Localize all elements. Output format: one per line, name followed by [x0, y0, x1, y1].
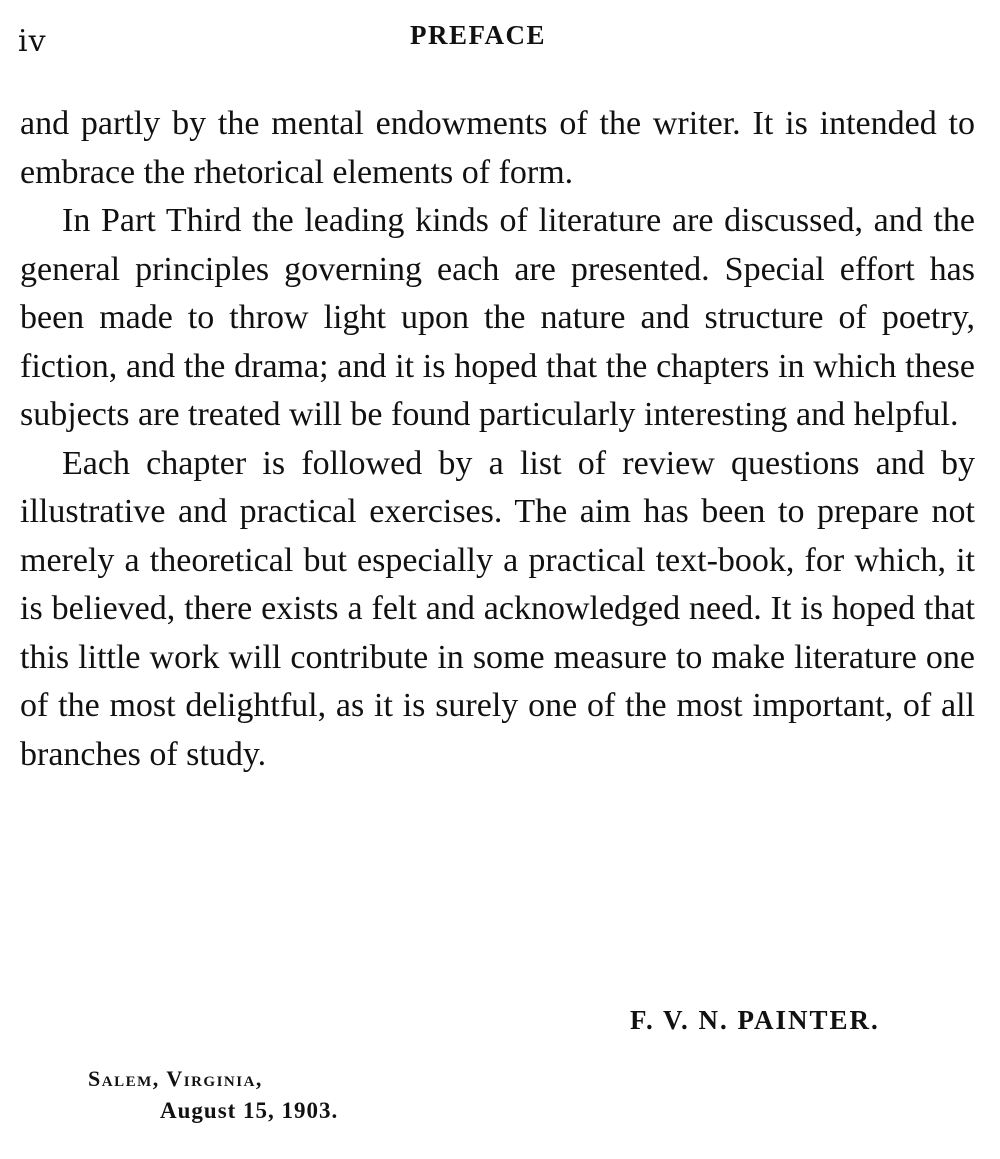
page-number: iv [18, 24, 47, 59]
paragraph-review-questions: Each chapter is followed by a list of review questions and by illustrative and practical exercises. The aim has been to prepare not merely a theoretical but especially a practical text-book, for which, it is believed, there exists a felt and acknowledged need. It is hoped that this little work will contribute in some measure to make literature one of the most delightful, as it is surely one of the most important, of all branches of study. [20, 444, 975, 773]
paragraph-continued: and partly by the mental endowments of the writer. It is intended to embrace the rhetorical elements of form. [20, 105, 975, 191]
place-line: Salem, Virginia, [88, 1066, 263, 1091]
date-line: August 15, 1903. [160, 1098, 339, 1123]
author-signature: F. V. N. PAINTER. [630, 1005, 880, 1035]
paragraph-part-third: In Part Third the leading kinds of literature are discussed, and the general principles governing each are presented. Special effort has been made to throw light upon the nature and structure of poetry, fiction, and the drama; and it is hoped that the chapters in which these subjects are treated will be found particularly interesting and helpful. [20, 202, 975, 433]
running-head: PREFACE [410, 20, 546, 50]
preface-body [20, 100, 975, 779]
